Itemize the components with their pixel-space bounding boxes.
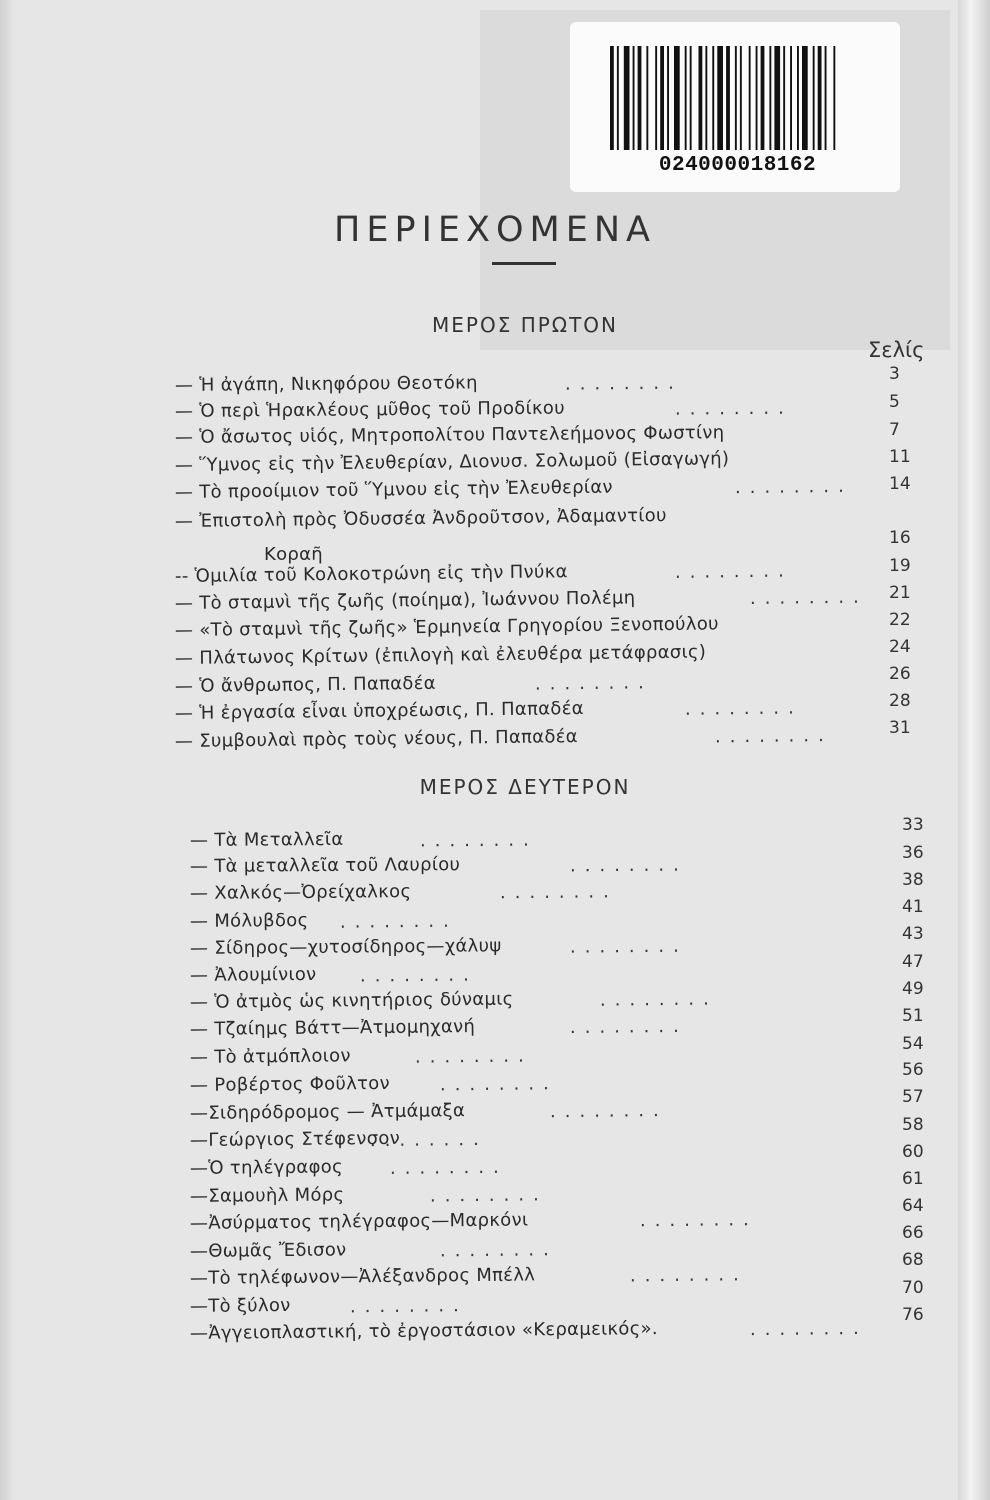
toc-entry [190, 905, 840, 935]
toc-entry-title: — Ἐπιστολὴ πρὸς Ὀδυσσέα Ἀνδροῦτσον, Ἀδαμαντίου [174, 504, 667, 532]
toc-entry-title: — Ροβέρτος Φοῦλτον [189, 1072, 391, 1096]
toc-page-number: 24 [889, 637, 911, 657]
page-title: ΠΕΡΙΕΧΟΜΕΝΑ [334, 210, 656, 250]
toc-entry [190, 1012, 840, 1043]
toc-page-number: 64 [902, 1196, 924, 1216]
toc-leader-dots: ........ [339, 910, 458, 933]
toc-page-number: 41 [902, 897, 924, 917]
toc-entry [190, 825, 840, 854]
toc-entry [174, 723, 833, 755]
toc-entry [190, 877, 840, 907]
toc-page-number: 76 [902, 1305, 924, 1325]
toc-leader-dots: ........ [749, 1317, 868, 1341]
toc-page-number: 21 [889, 583, 911, 603]
toc-entry-title: — Ὁ περὶ Ἡρακλέους μῦθος τοῦ Προδίκου [174, 397, 566, 422]
toc-page-number: 26 [889, 664, 911, 684]
toc-leader-dots: ........ [639, 1209, 758, 1232]
toc-leader-dots: ........ [749, 586, 868, 609]
toc-entry-title: — Ἡ ἀγάπη, Νικηφόρου Θεοτόκη [174, 372, 478, 396]
toc-entry [175, 369, 830, 399]
part1-title: ΜΕΡΟΣ ΠΡΩΤΟΝ [432, 313, 618, 337]
toc-leader-dots: ........ [674, 560, 793, 583]
toc-entry-title: -- Ὁμιλία τοῦ Κολοκοτρώνη εἰς τὴν Πνύκα [174, 561, 568, 587]
toc-leader-dots: ........ [684, 697, 803, 720]
toc-leader-dots: ........ [359, 964, 478, 987]
toc-page-number: 28 [889, 691, 911, 711]
toc-entry-title: — Ἀλουμίνιον [189, 963, 317, 986]
toc-entry [190, 1234, 840, 1265]
toc-entry-title: —Ὁ τηλέγραφος [189, 1156, 344, 1179]
toc-entry-title: —Ἀσύρματος τηλέγραφος—Μαρκόνι [189, 1209, 529, 1234]
toc-entry-title: — Σίδηρος—χυτοσίδηρος—χάλυψ [189, 935, 502, 959]
toc-entry-title: —Σιδηρόδρομος — Ἀτμάμαξα [189, 1100, 466, 1124]
toc-page-number: 54 [902, 1034, 924, 1054]
toc-entry [190, 932, 840, 962]
toc-page-number: 66 [902, 1223, 924, 1243]
toc-entry-title: — Ὁ ἀτμὸς ὡς κινητήριος δύναμις [189, 988, 514, 1013]
toc-page-number: 49 [902, 979, 924, 999]
toc-leader-dots: ........ [569, 854, 688, 877]
toc-leader-dots: ........ [569, 935, 688, 958]
toc-leader-dots: ........ [414, 1045, 533, 1068]
toc-entry-title: — Ὕμνος εἰς τὴν Ἐλευθερίαν, Διονυσ. Σολωμοῦ (Εἰσαγωγή) [174, 448, 730, 476]
toc-page-number: 36 [902, 843, 924, 863]
toc-page-number: 14 [889, 474, 911, 494]
toc-entry [190, 1096, 840, 1127]
toc-entry-title: — Τὸ προοίμιον τοῦ Ὕμνου εἰς τὴν Ἐλευθερίαν [174, 476, 613, 503]
toc-page-number: 47 [902, 952, 924, 972]
toc-page-number: 11 [889, 447, 911, 467]
toc-entry [190, 959, 840, 989]
toc-page-number: 43 [902, 924, 924, 944]
toc-page-number: 31 [889, 718, 911, 738]
toc-entry-title: — Τζαίημς Βάττ—Ἀτμομηχανή [189, 1016, 476, 1040]
toc-page-number: 70 [902, 1278, 924, 1298]
toc-entry [190, 851, 840, 880]
toc-entry [175, 640, 840, 672]
toc-entry-title: —Τὸ τηλέφωνον—Ἀλέξανδρος Μπέλλ [189, 1264, 536, 1289]
toc-entry-title: — Τὸ ἀτμόπλοιον [189, 1045, 351, 1068]
toc-entry [174, 474, 853, 506]
toc-entry-title: —Τὸ ξύλον [189, 1294, 291, 1317]
toc-entry-title: — Συμβουλαὶ πρὸς τοὺς νέους, Π. Παπαδέα [174, 726, 579, 752]
toc-page-number: 57 [902, 1087, 924, 1107]
toc-leader-dots: ........ [429, 1184, 548, 1207]
toc-entry [190, 1179, 840, 1210]
toc-entry [190, 1068, 840, 1099]
toc-page-number: 7 [889, 420, 900, 440]
toc-entry-title: —Ἀγγειοπλαστική, τὸ ἐργοστάσιον «Κεραμεικός». [189, 1318, 658, 1344]
toc-entry [190, 1123, 840, 1154]
part2-title: ΜΕΡΟΣ ΔΕΥΤΕΡΟΝ [419, 775, 631, 799]
toc-entry [190, 1261, 840, 1292]
toc-entry-title: — Τὰ Μεταλλεῖα [189, 828, 344, 851]
toc-page-number: 22 [889, 610, 911, 630]
toc-leader-dots: ........ [629, 1264, 748, 1287]
toc-entry [190, 1289, 840, 1320]
toc-leader-dots: ........ [564, 372, 683, 395]
toc-entry [175, 395, 830, 425]
toc-entry-title: —Θωμᾶς Ἔδισον [189, 1239, 347, 1262]
toc-entry-title: — Τὸ σταμνὶ τῆς ζωῆς (ποίημα), Ἰωάννου Πολέμη [174, 587, 636, 614]
toc-entry [175, 695, 830, 727]
toc-continuation-line: Κοραῆ [264, 544, 324, 565]
toc-page-number: 56 [902, 1060, 924, 1080]
toc-entry [190, 1151, 840, 1182]
toc-leader-dots: ........ [499, 881, 618, 904]
toc-entry-title: — Ἡ ἐργασία εἶναι ὑποχρέωσις, Π. Παπαδέα [174, 698, 584, 724]
toc-entry-title: — Ὁ ἄνθρωπος, Π. Παπαδέα [174, 672, 436, 697]
toc-entry [190, 985, 840, 1016]
toc-entry-title: — Μόλυβδος [189, 909, 309, 932]
toc-entry-title: —Σαμουὴλ Μόρς [189, 1184, 345, 1207]
toc-leader-dots: ........ [674, 397, 793, 420]
toc-leader-dots: ........ [389, 1156, 508, 1179]
toc-entry-title: — Ὁ ἄσωτος υἱός, Μητροπολίτου Παντελεήμονος Φωστίνη [174, 422, 725, 448]
toc-page-number: 5 [889, 392, 900, 412]
toc-leader-dots: ........ [349, 1295, 468, 1318]
toc-entry [175, 612, 840, 644]
toc-page-number: 16 [889, 528, 911, 548]
toc-page-number: 60 [902, 1142, 924, 1162]
toc-leader-dots: ........ [439, 1239, 558, 1262]
toc-page-number: 61 [902, 1169, 924, 1189]
toc-page-number: 51 [902, 1006, 924, 1026]
toc-entry-title: — Πλάτωνος Κρίτων (ἐπιλογὴ καὶ ἐλευθέρα μετάφρασις) [174, 641, 707, 669]
toc-entry-title: —Γεώργιος Στέφενσον [189, 1127, 401, 1151]
toc-entry [190, 1040, 840, 1071]
toc-leader-dots: ........ [419, 829, 538, 852]
toc-leader-dots: ........ [439, 1073, 558, 1096]
toc-page-number: 68 [902, 1250, 924, 1270]
toc-entry [189, 1316, 868, 1347]
toc-entry-title: — «Τὸ σταμνὶ τῆς ζωῆς» Ἑρμηνεία Γρηγορίου Ξενοπούλου [174, 613, 719, 641]
toc-page-number: 33 [902, 815, 924, 835]
barcode-digits: 024000018162 [658, 154, 817, 177]
toc-leader-dots: ........ [569, 1015, 688, 1039]
toc-entry [190, 1206, 840, 1237]
toc-entry [175, 421, 840, 451]
toc-entry-title: — Χαλκός—Ὀρείχαλκος [189, 881, 412, 904]
toc-page-number: 58 [902, 1115, 924, 1135]
toc-leader-dots: ........ [734, 475, 853, 499]
toc-entry-title: — Τὰ μεταλλεῖα τοῦ Λαυρίου [189, 854, 461, 877]
toc-page-number: 38 [902, 870, 924, 890]
toc-leader-dots: ........ [369, 1128, 488, 1152]
toc-leader-dots: ........ [549, 1099, 668, 1123]
toc-page-number: 3 [889, 364, 900, 384]
toc-leader-dots: ........ [714, 724, 833, 748]
pages-column-label: Σελίς [868, 338, 925, 362]
toc-entry [175, 503, 840, 535]
toc-leader-dots: ........ [599, 988, 718, 1011]
toc-page-number: 19 [889, 556, 911, 576]
toc-leader-dots: ........ [534, 672, 653, 695]
